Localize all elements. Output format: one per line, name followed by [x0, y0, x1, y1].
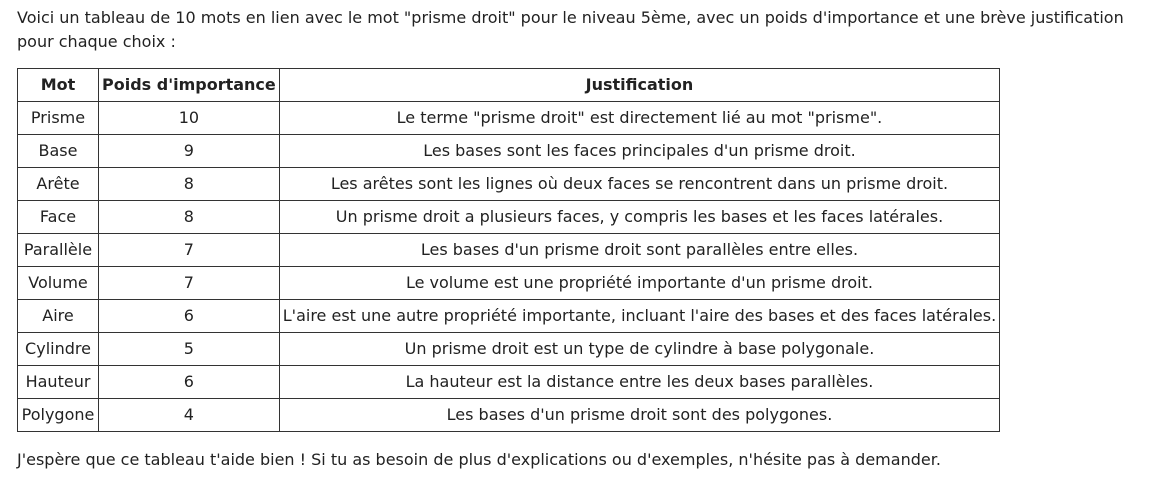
- cell-mot: Aire: [18, 300, 99, 333]
- outro-paragraph: J'espère que ce tableau t'aide bien ! Si tu as besoin de plus d'explications ou d'exemples, n'hésite pas à demander.: [17, 450, 941, 469]
- cell-mot: Volume: [18, 267, 99, 300]
- cell-justification: Le volume est une propriété importante d'un prisme droit.: [279, 267, 999, 300]
- cell-justification: Les arêtes sont les lignes où deux faces se rencontrent dans un prisme droit.: [279, 168, 999, 201]
- cell-mot: Hauteur: [18, 366, 99, 399]
- table-row: [18, 102, 1000, 135]
- cell-poids: 7: [99, 267, 280, 300]
- header-justification: Justification: [279, 69, 999, 102]
- header-poids: Poids d'importance: [99, 69, 280, 102]
- intro-paragraph: Voici un tableau de 10 mots en lien avec le mot "prisme droit" pour le niveau 5ème, avec un poids d'importance et une brève justification pour chaque choix :: [17, 8, 1124, 51]
- table-header-row: [18, 69, 1000, 102]
- cell-mot: Cylindre: [18, 333, 99, 366]
- cell-mot: Parallèle: [18, 234, 99, 267]
- cell-poids: 4: [99, 399, 280, 432]
- cell-poids: 6: [99, 366, 280, 399]
- cell-poids: 10: [99, 102, 280, 135]
- cell-poids: 7: [99, 234, 280, 267]
- table-row: [18, 300, 1000, 333]
- cell-justification: Les bases d'un prisme droit sont des polygones.: [279, 399, 999, 432]
- cell-poids: 5: [99, 333, 280, 366]
- cell-poids: 6: [99, 300, 280, 333]
- cell-poids: 9: [99, 135, 280, 168]
- table-row: [18, 234, 1000, 267]
- cell-mot: Polygone: [18, 399, 99, 432]
- cell-poids: 8: [99, 201, 280, 234]
- cell-justification: Les bases d'un prisme droit sont parallèles entre elles.: [279, 234, 999, 267]
- cell-mot: Face: [18, 201, 99, 234]
- cell-mot: Base: [18, 135, 99, 168]
- table-row: [18, 267, 1000, 300]
- cell-justification: Les bases sont les faces principales d'un prisme droit.: [279, 135, 999, 168]
- cell-justification: L'aire est une autre propriété importante, incluant l'aire des bases et des faces latérales.: [279, 300, 999, 333]
- table-row: [18, 201, 1000, 234]
- table-row: [18, 135, 1000, 168]
- table-row: [18, 366, 1000, 399]
- cell-mot: Arête: [18, 168, 99, 201]
- header-mot: Mot: [18, 69, 99, 102]
- table-row: [18, 168, 1000, 201]
- table-row: [18, 399, 1000, 432]
- cell-justification: La hauteur est la distance entre les deux bases parallèles.: [279, 366, 999, 399]
- word-table: [17, 68, 1000, 432]
- cell-justification: Un prisme droit est un type de cylindre à base polygonale.: [279, 333, 999, 366]
- cell-poids: 8: [99, 168, 280, 201]
- cell-justification: Le terme "prisme droit" est directement lié au mot "prisme".: [279, 102, 999, 135]
- table-row: [18, 333, 1000, 366]
- cell-justification: Un prisme droit a plusieurs faces, y compris les bases et les faces latérales.: [279, 201, 999, 234]
- cell-mot: Prisme: [18, 102, 99, 135]
